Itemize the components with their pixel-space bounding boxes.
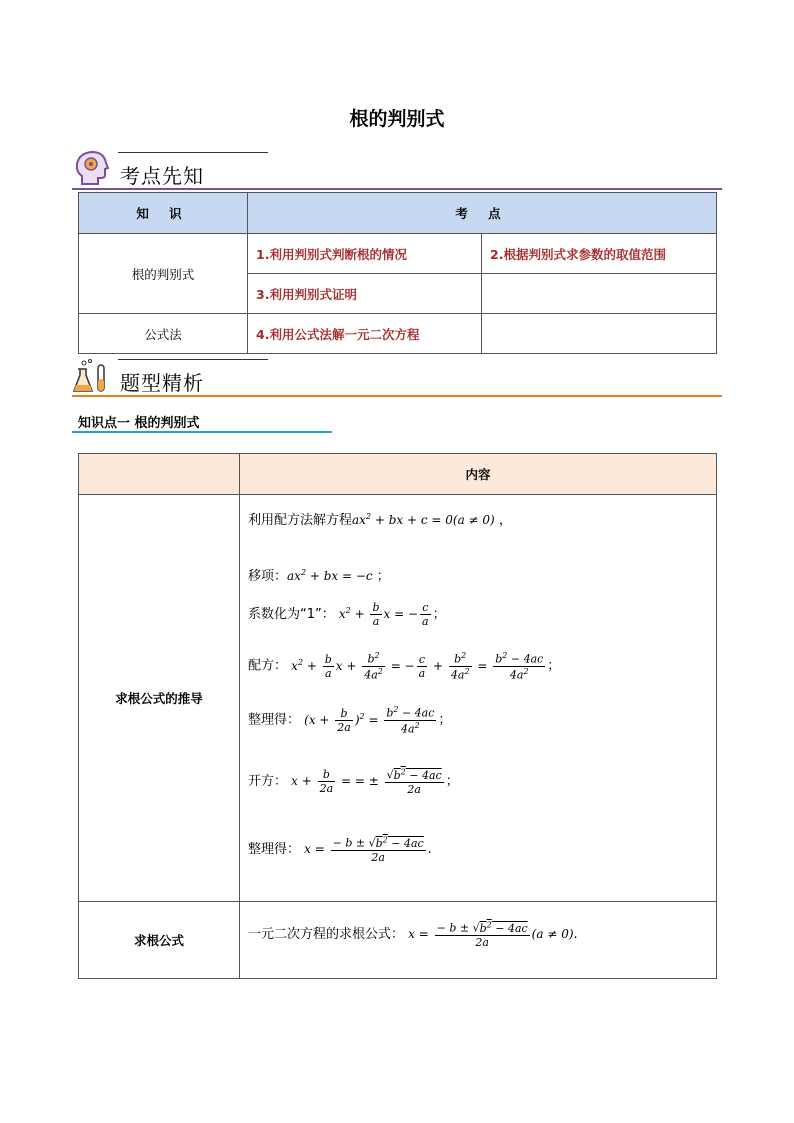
table-header-content: 内容: [240, 454, 717, 495]
section-header-question-types: [72, 357, 722, 397]
step-6: 开方： x + $\frac{b}{2a}$ = = ± $\frac{√b^2 - 4ac}{2a}$ ；: [248, 767, 459, 796]
table-cell-topic: 根的判别式: [79, 234, 248, 314]
table-cell-point: 2.根据判别式求参数的取值范围: [482, 234, 717, 274]
head-brain-icon: [74, 150, 110, 188]
step-1: 利用配方法解方程$ax^2$ + bx + c = 0(a ≠ 0) ，: [248, 512, 512, 528]
table-cell-point: 3.利用判别式证明: [248, 274, 482, 314]
step-2: 移项：$ax^2$ + bx = −c ；: [248, 568, 390, 584]
table-cell-point: 1.利用判别式判断根的情况: [248, 234, 482, 274]
table-cell-empty: [482, 314, 717, 354]
step-4: 配方： $x^2$ + $\frac{b}{a}$ x + $\frac{b^2}{4a^2}$ = − $\frac{c}{a}$ + $\frac{b^2}{4a^2}$ = $\frac{b^2 - 4ac}{4a^2}$ ；: [248, 651, 561, 682]
knowledge-point-underline: [72, 431, 332, 433]
flask-icon: [72, 357, 112, 395]
table-cell-topic: 公式法: [79, 314, 248, 354]
table-header-points: 考 点: [248, 193, 717, 234]
row-label-formula: 求根公式: [79, 902, 240, 979]
row-label-derivation: 求根公式的推导: [79, 495, 240, 902]
formula-table: [78, 453, 717, 979]
table-header-empty: [79, 454, 240, 495]
knowledge-point-title: 知识点一 根的判别式: [78, 416, 200, 431]
step-7: 整理得： x = $\frac{- b \pm √b^2 - 4ac}{2a}$ .: [248, 835, 432, 864]
root-formula: 一元二次方程的求根公式： x = $\frac{- b \pm √b^2 - 4ac}{2a}$ (a ≠ 0).: [248, 920, 578, 949]
section-title: 考点先知: [120, 164, 204, 188]
exam-points-table: [78, 192, 717, 354]
page-title: 根的判别式: [349, 108, 445, 130]
table-cell-empty: [482, 274, 717, 314]
step-5: 整理得： (x + $\frac{b}{2a}$ )$^2$ = $\frac{b^2 - 4ac}{4a^2}$ ；: [248, 705, 452, 736]
section-title: 题型精析: [120, 371, 204, 395]
formula-cell: [240, 902, 717, 979]
section-header-exam-points: [72, 150, 722, 190]
derivation-steps: [240, 495, 717, 902]
table-header-knowledge: 知 识: [79, 193, 248, 234]
step-3: 系数化为“1”： $x^2$ + $\frac{b}{a}$ x = − $\frac{c}{a}$ ；: [248, 601, 446, 628]
table-cell-point: 4.利用公式法解一元二次方程: [248, 314, 482, 354]
